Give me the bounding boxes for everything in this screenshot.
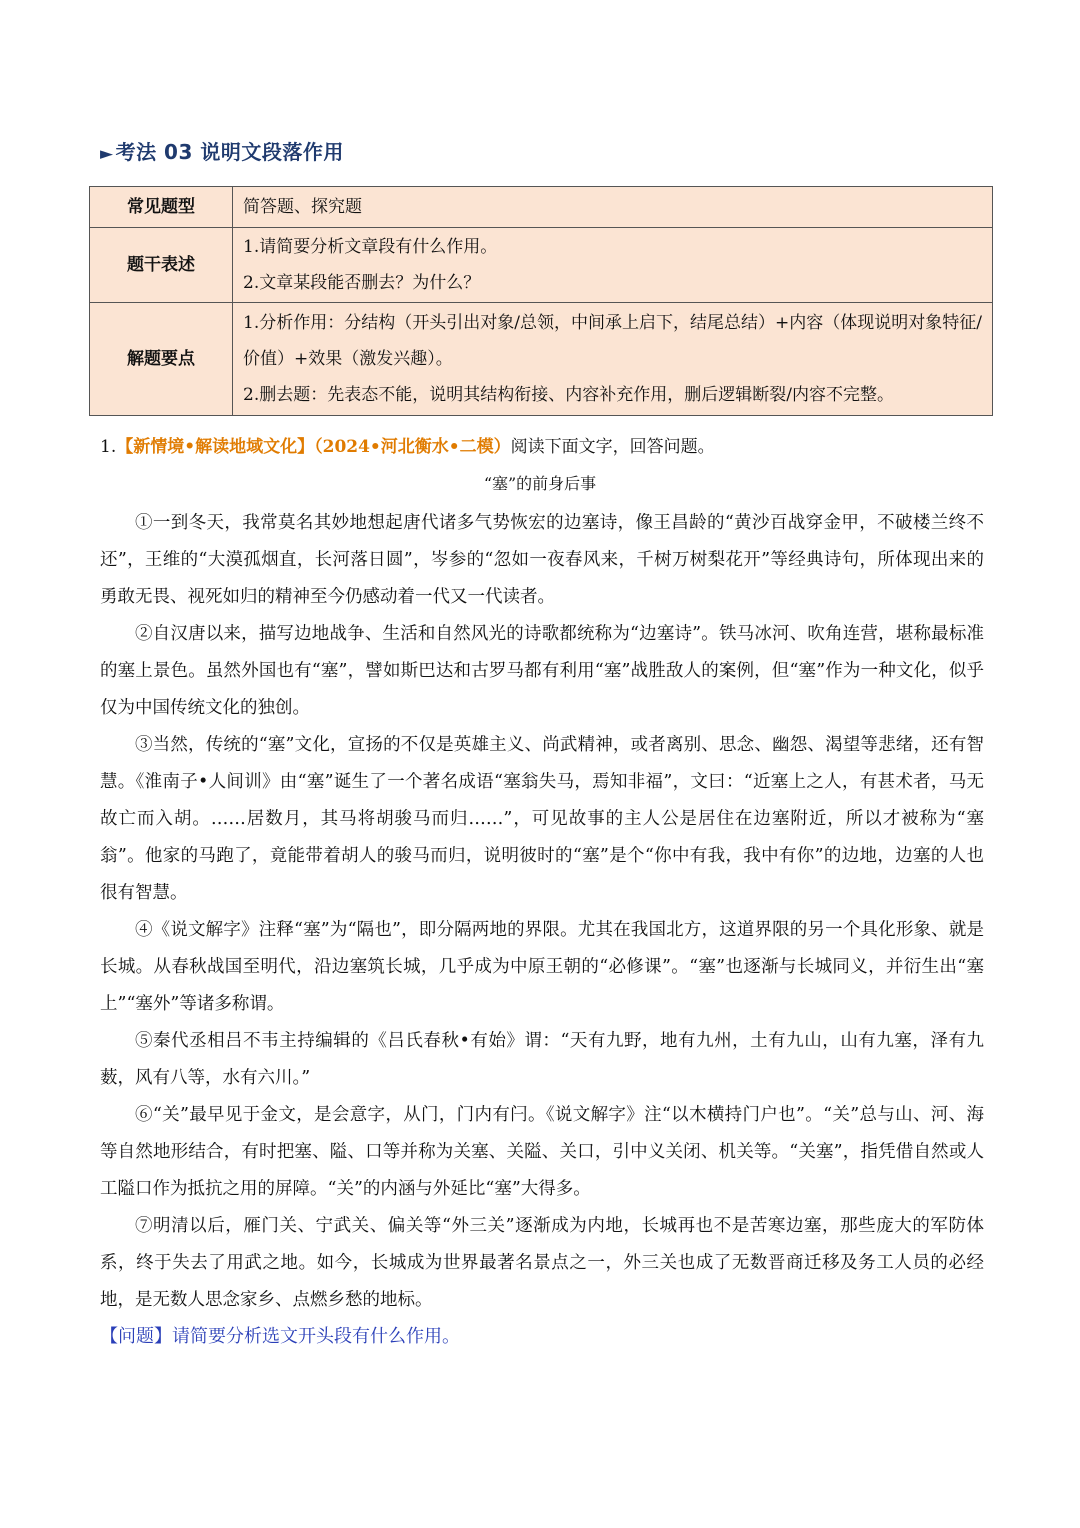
paragraph: ⑥“关”最早见于金文，是会意字，从门，门内有闩。《说文解字》注“以木横持门户也”。“关”总与山、河、海等自然地形结合，有时把塞、隘、口等并称为关塞、关隘、关口，引中义关闭、机关等。“关塞”，指凭借自然或人工隘口作为抵抗之用的屏障。“关”的内涵与外延比“塞”大得多。 bbox=[100, 1105, 984, 1199]
row-content bbox=[233, 187, 993, 228]
content-line: 2.文章某段能否删去？为什么？ bbox=[243, 273, 481, 293]
table-row bbox=[90, 228, 993, 303]
row-content bbox=[233, 303, 993, 416]
row-label: 常见题型 bbox=[90, 187, 233, 228]
paragraph: ①一到冬天，我常莫名其妙地想起唐代诸多气势恢宏的边塞诗，像王昌龄的“黄沙百战穿金甲，不破楼兰终不还”，王维的“大漠孤烟直，长河落日圆”，岑参的“忽如一夜春风来，千树万树梨花开”等经典诗句，所体现出来的勇敢无畏、视死如归的精神至今仍感动着一代又一代读者。 bbox=[100, 513, 984, 607]
question-tag: 【新情境•解读地域文化】 bbox=[116, 437, 315, 457]
row-content bbox=[233, 228, 993, 303]
paragraph: ②自汉唐以来，描写边地战争、生活和自然风光的诗歌都统称为“边塞诗”。铁马冰河、吹角连营，堪称最标准的塞上景色。虽然外国也有“塞”，譬如斯巴达和古罗马都有利用“塞”战胜敌人的案例，但“塞”作为一种文化，似乎仅为中国传统文化的独创。 bbox=[100, 624, 984, 718]
section-heading bbox=[100, 136, 344, 165]
method-table bbox=[89, 186, 993, 416]
content-line: 2.删去题：先表态不能，说明其结构衔接、内容补充作用，删后逻辑断裂/内容不完整。 bbox=[243, 385, 894, 405]
paragraph: ③当然，传统的“塞”文化，宣扬的不仅是英雄主义、尚武精神，或者离别、思念、幽怨、渴望等悲绪，还有智慧。《淮南子•人间训》由“塞”诞生了一个著名成语“塞翁失马，焉知非福”，文曰：“近塞上之人，有甚术者，马无故亡而入胡。……居数月，其马将胡骏马而归……”，可见故事的主人公是居住在边塞附近，所以才被称为“塞翁”。他家的马跑了，竟能带着胡人的骏马而归，说明彼时的“塞”是个“你中有我，我中有你”的边地，边塞的人也很有智慧。 bbox=[100, 735, 984, 903]
row-label: 题干表述 bbox=[90, 228, 233, 303]
paragraph: ⑤秦代丞相吕不韦主持编辑的《吕氏春秋•有始》谓：“天有九野，地有九州，土有九山，山有九塞，泽有九薮，风有八等，水有六川。” bbox=[100, 1031, 984, 1088]
table-row bbox=[90, 303, 993, 416]
section-title: 考法 03 说明文段落作用 bbox=[115, 140, 344, 164]
article-title: “塞”的前身后事 bbox=[483, 474, 597, 493]
question-number: 1. bbox=[100, 437, 117, 457]
question-source: （2024•河北衡水•二模） bbox=[314, 437, 511, 457]
row-label: 解题要点 bbox=[90, 303, 233, 416]
table-row bbox=[90, 187, 993, 228]
paragraph: ⑦明清以后，雁门关、宁武关、偏关等“外三关”逐渐成为内地，长城再也不是苦寒边塞，那些庞大的军防体系，终于失去了用武之地。如今，长城成为世界最著名景点之一，外三关也成了无数晋商迁移及务工人员的必经地，是无数人思念家乡、点燃乡愁的地标。 bbox=[100, 1216, 984, 1310]
content-line: 简答题、探究题 bbox=[243, 197, 362, 217]
triangle-bullet-icon: ► bbox=[100, 144, 114, 164]
article-body bbox=[100, 505, 984, 1319]
question-header bbox=[100, 432, 715, 462]
question-instruction: 阅读下面文字，回答问题。 bbox=[510, 437, 715, 457]
question-prompt: 【问题】请简要分析选文开头段有什么作用。 bbox=[100, 1326, 460, 1347]
content-line: 1.请简要分析文章段有什么作用。 bbox=[243, 237, 498, 257]
content-line: 1.分析作用：分结构（开头引出对象/总领，中间承上启下，结尾总结）+内容（体现说明对象特征/价值）+效果（激发兴趣）。 bbox=[243, 313, 982, 369]
paragraph: ④《说文解字》注释“塞”为“隔也”，即分隔两地的界限。尤其在我国北方，这道界限的另一个具化形象、就是长城。从春秋战国至明代，沿边塞筑长城，几乎成为中原王朝的“必修课”。“塞”也逐渐与长城同义，并衍生出“塞上”“塞外”等诸多称谓。 bbox=[100, 920, 984, 1014]
